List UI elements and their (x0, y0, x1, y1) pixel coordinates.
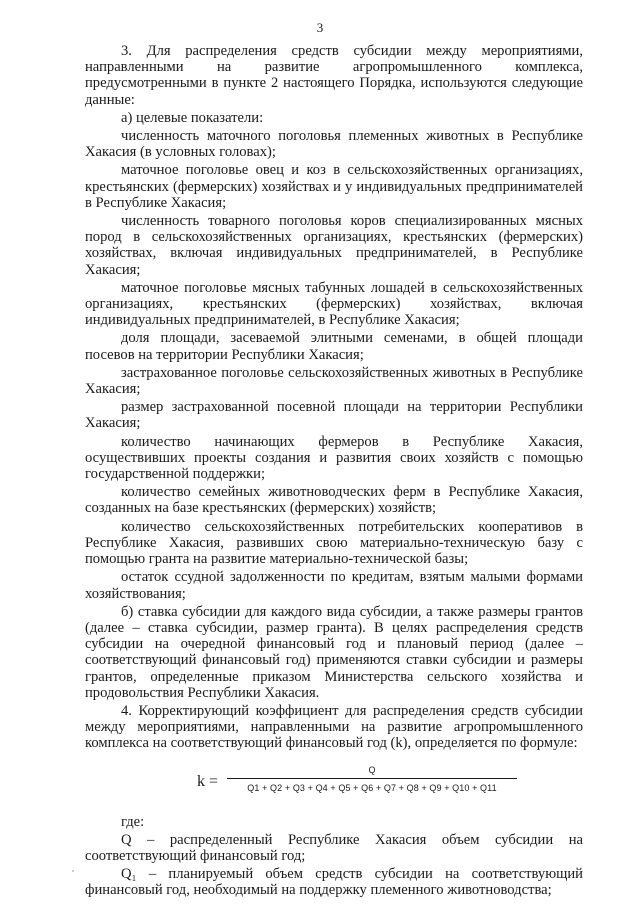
paragraph: Q₁ – планируемый объем средств субсидии на соответствующий финансовый год, необходимый на поддержку племенного животноводства; (85, 866, 583, 899)
paragraph: доля площади, засеваемой элитными семенами, в общей площади посевов на территории Республики Хакасия; (85, 330, 583, 363)
formula (85, 762, 583, 810)
paragraph: количество начинающих фермеров в Республике Хакасия, осуществивших проекты создания и развития своих хозяйств с помощью государственной поддержки; (85, 433, 583, 483)
paragraph: остаток ссудной задолженности по кредитам, взятым малыми формами хозяйствования; (85, 569, 583, 602)
paragraph: застрахованное поголовье сельскохозяйственных животных в Республике Хакасия; (85, 364, 583, 398)
formula-denominator: Q1 + Q2 + Q3 + Q4 + Q5 + Q6 + Q7 + Q8 + Q9 + Q10 + Q11 (247, 782, 497, 793)
paragraph: маточное поголовье мясных табунных лошадей в сельскохозяйственных организациях, крестьянских (фермерских) хозяйствах, включая индивидуальных предпринимателей, в Республике Хакасия; (85, 279, 583, 329)
paragraph: Q – распределенный Республике Хакасия объем субсидии на соответствующий финансовый год; (85, 831, 583, 864)
paragraph: б) ставка субсидии для каждого вида субсидии, а также размеры грантов (далее – ставка субсидии, размер гранта). В целях распределения средств субсидии на очередной финансовый год и плановый период (далее – соответствующий финансовый год) применяются ставки субсидии и размеры грантов, определенные приказом Министерства сельского хозяйства и продовольствия Республики Хакасия. (85, 603, 583, 701)
paragraph: маточное поголовье овец и коз в сельскохозяйственных организациях, крестьянских (фермерских) хозяйствах и у индивидуальных предпринимателей в Республике Хакасия; (85, 162, 583, 211)
document-body (85, 43, 583, 901)
paragraph: 4. Корректирующий коэффициент для распределения средств субсидии между мероприятиями, направленными на развитие агропромышленного комплекса на соответствующий финансовый год (k), определяется по формуле: (85, 702, 583, 752)
paragraph: количество семейных животноводческих ферм в Республике Хакасия, созданных на базе крестьянских (фермерских) хозяйств; (85, 484, 583, 517)
formula-lhs: k = (197, 772, 219, 790)
paragraph: а) целевые показатели: (121, 109, 264, 126)
page-number: 3 (316, 20, 324, 35)
paragraph: количество сельскохозяйственных потребительских кооперативов в Республике Хакасия, развивших свою материально-техническую базу с помощью гранта на развитие материально-технической базы; (85, 518, 583, 568)
formula-fraction (227, 764, 517, 794)
paragraph: размер застрахованной посевной площади на территории Республики Хакасия; (85, 399, 583, 432)
paragraph: численность маточного поголовья племенных животных в Республике Хакасия (в условных головах); (85, 128, 583, 161)
paragraph: 3. Для распределения средств субсидии между мероприятиями, направленными на развитие агропромышленного комплекса, предусмотренными в пункте 2 настоящего Порядка, используются следующие данные: (85, 43, 583, 108)
paragraph: где: (121, 813, 145, 830)
formula-numerator: Q (368, 764, 376, 775)
paragraph: численность товарного поголовья коров специализированных мясных пород в сельскохозяйственных организациях, крестьянских (фермерских) хозяйствах, включая индивидуальных предпринимателей, в Республике Хакасия; (85, 213, 583, 278)
scan-speck (72, 870, 74, 872)
